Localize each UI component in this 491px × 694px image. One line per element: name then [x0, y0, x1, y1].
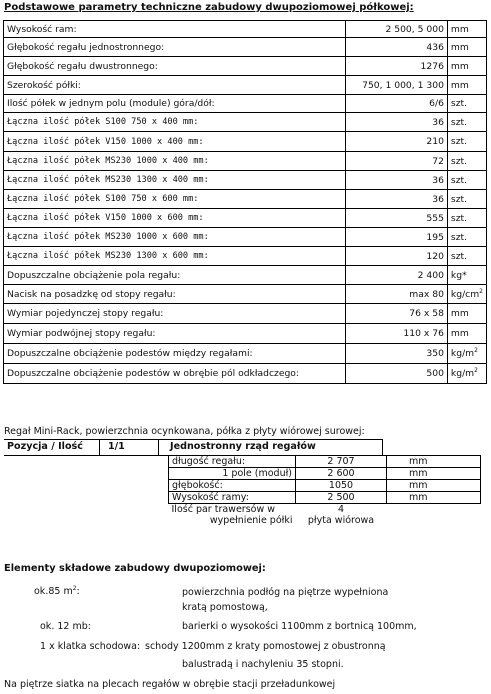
parameter-unit: kg*: [447, 266, 486, 285]
rack-spec-row: [169, 515, 481, 526]
parameter-unit: mm: [447, 324, 486, 344]
elements-heading: Elementy składowe zabudowy dwupoziomowej:: [4, 563, 266, 574]
parameter-row: [4, 344, 487, 364]
parameter-label: Łączna ilość półek MS230 1000 x 600 mm:: [4, 228, 346, 247]
parameter-label: Dopuszczalne obciążenie podestów między regałami:: [4, 344, 346, 364]
rack-spec-value: 1050: [296, 480, 387, 492]
parameter-row: [4, 304, 487, 324]
rack-spec-row: [169, 492, 481, 504]
parameter-label: Dopuszczalne obciążenie podestów w obrębie pól odkładczego:: [4, 364, 346, 384]
parameter-unit: mm: [447, 21, 486, 38]
parameter-value: 110 x 76: [346, 324, 448, 344]
rack-header-bar: [4, 439, 383, 456]
parameter-label: Łączna ilość półek MS230 1300 x 400 mm:: [4, 171, 346, 190]
parameter-value: max 80: [346, 285, 448, 304]
element-stairs-qty: 1 x klatka schodowa:: [40, 641, 141, 652]
rack-spec-label: 1 pole (moduł): [169, 468, 296, 480]
parameter-label: Łączna ilość półek S100 750 x 400 mm:: [4, 113, 346, 132]
parameter-value: 750, 1 000, 1 300: [346, 76, 448, 95]
parameter-label: Wymiar pojedynczej stopy regału:: [4, 304, 346, 324]
rack-spec-value: 2 707: [296, 456, 387, 468]
parameter-row: [4, 113, 487, 132]
rack-spec-unit: [387, 504, 481, 516]
parameter-value: 76 x 58: [346, 304, 448, 324]
parameter-unit: szt.: [447, 209, 486, 228]
rack-spec-value: płyta wiórowa: [307, 515, 375, 526]
parameter-label: Ilość półek w jednym polu (module) góra/dół:: [4, 95, 346, 113]
parameter-row: [4, 324, 487, 344]
parameter-label: Łączna ilość półek V150 1000 x 600 mm:: [4, 209, 346, 228]
parameter-value: 1276: [346, 57, 448, 76]
parameter-value: 195: [346, 228, 448, 247]
parameter-row: [4, 171, 487, 190]
parameters-table: [3, 20, 487, 384]
parameter-unit: szt.: [447, 152, 486, 171]
parameter-unit: $kg/m^2$: [447, 344, 486, 364]
parameter-row: [4, 209, 487, 228]
rack-spec-label: Wysokość ramy:: [169, 492, 296, 504]
parameter-value: 120: [346, 247, 448, 266]
parameter-row: [4, 364, 487, 384]
parameter-row: [4, 21, 487, 38]
parameter-value: 436: [346, 38, 448, 57]
rack-spec-label: głębokość:: [169, 480, 296, 492]
parameter-unit: $kg/m^2$: [447, 364, 486, 384]
parameter-value: 36: [346, 171, 448, 190]
parameter-unit: szt.: [447, 190, 486, 209]
parameter-label: Szerokość półki:: [4, 76, 346, 95]
parameter-row: [4, 95, 487, 113]
parameter-value: 36: [346, 190, 448, 209]
rack-spec-table: [168, 455, 481, 526]
section-title: Podstawowe parametry techniczne zabudowy dwupoziomowej półkowej:: [4, 2, 414, 13]
parameter-value: 36: [346, 113, 448, 132]
parameter-value: 6/6: [346, 95, 448, 113]
qty-value: 1/1: [108, 441, 125, 452]
element-railing-text: barierki o wysokości 1100mm z bortnicą 100mm,: [182, 621, 417, 632]
parameter-row: [4, 266, 487, 285]
parameter-row: [4, 152, 487, 171]
rack-spec-row: [169, 456, 481, 468]
parameter-row: [4, 228, 487, 247]
rack-spec-label: długość regału:: [169, 456, 296, 468]
parameter-row: [4, 247, 487, 266]
element-note: Na piętrze siatka na plecach regałów w obrębie stacji przeładunkowej: [4, 679, 336, 690]
rack-spec-unit: mm: [387, 468, 481, 480]
parameter-value: 210: [346, 132, 448, 152]
element-stairs-text: schody 1200mm z kraty pomostowej z obustronną: [145, 641, 386, 652]
parameter-value: 2 500, 5 000: [346, 21, 448, 38]
parameter-unit: mm: [447, 38, 486, 57]
parameter-unit: szt.: [447, 132, 486, 152]
rack-spec-value: 2 600: [296, 468, 387, 480]
parameter-value: 2 400: [346, 266, 448, 285]
rack-spec-unit: [387, 515, 481, 526]
element-floor-qty: ok.85 $m^2$:: [34, 585, 80, 598]
parameter-row: [4, 38, 487, 57]
rack-spec-label: wypełnienie półki: [209, 515, 293, 526]
rack-type-title: Jednostronny rząd regałów: [170, 441, 316, 452]
position-qty-label: Pozycja / Ilość: [7, 441, 83, 452]
parameter-label: Głębokość regału dwustronnego:: [4, 57, 346, 76]
parameter-unit: szt.: [447, 113, 486, 132]
rack-spec-label: Ilość par trawersów w: [171, 504, 276, 515]
parameter-label: Łączna ilość półek V150 1000 x 400 mm:: [4, 132, 346, 152]
parameter-label: Nacisk na posadzkę od stopy regału:: [4, 285, 346, 304]
rack-spec-unit: mm: [387, 492, 481, 504]
parameter-row: [4, 132, 487, 152]
parameter-label: Łączna ilość półek MS230 1000 x 400 mm:: [4, 152, 346, 171]
element-stairs-text-2: balustradą i nachyleniu 35 stopni.: [182, 659, 344, 670]
parameter-unit: szt.: [447, 247, 486, 266]
parameter-unit: szt.: [447, 228, 486, 247]
rack-spec-row: [169, 480, 481, 492]
rack-spec-value: 2 500: [296, 492, 387, 504]
rack-spec-row: [169, 504, 481, 516]
parameter-row: [4, 76, 487, 95]
parameter-unit: $kg/cm^2$: [447, 285, 486, 304]
element-floor-text-2: kratą pomostową,: [182, 602, 268, 613]
parameter-label: Łączna ilość półek S100 750 x 600 mm:: [4, 190, 346, 209]
parameter-row: [4, 190, 487, 209]
parameter-row: [4, 285, 487, 304]
parameter-unit: szt.: [447, 95, 486, 113]
rack-heading: Regał Mini-Rack, powierzchnia ocynkowana, półka z płyty wiórowej surowej:: [4, 426, 365, 437]
rack-spec-unit: mm: [387, 456, 481, 468]
parameter-unit: mm: [447, 57, 486, 76]
parameter-unit: mm: [447, 304, 486, 324]
parameter-unit: mm: [447, 76, 486, 95]
element-floor-text: powierzchnia podłóg na piętrze wypełniona: [182, 587, 389, 598]
element-railing-qty: ok. 12 mb:: [40, 621, 91, 632]
parameter-label: Łączna ilość półek MS230 1300 x 600 mm:: [4, 247, 346, 266]
parameter-label: Głębokość regału jednostronnego:: [4, 38, 346, 57]
parameter-label: Dopuszczalne obciążenie pola regału:: [4, 266, 346, 285]
rack-spec-value: 4: [337, 504, 345, 515]
parameter-value: 500: [346, 364, 448, 384]
rack-spec-unit: mm: [387, 480, 481, 492]
parameter-unit: szt.: [447, 171, 486, 190]
parameter-value: 72: [346, 152, 448, 171]
parameter-value: 350: [346, 344, 448, 364]
parameter-row: [4, 57, 487, 76]
rack-spec-row: [169, 468, 481, 480]
parameter-value: 555: [346, 209, 448, 228]
parameter-label: Wysokość ram:: [4, 21, 346, 38]
parameter-label: Wymiar podwójnej stopy regału:: [4, 324, 346, 344]
